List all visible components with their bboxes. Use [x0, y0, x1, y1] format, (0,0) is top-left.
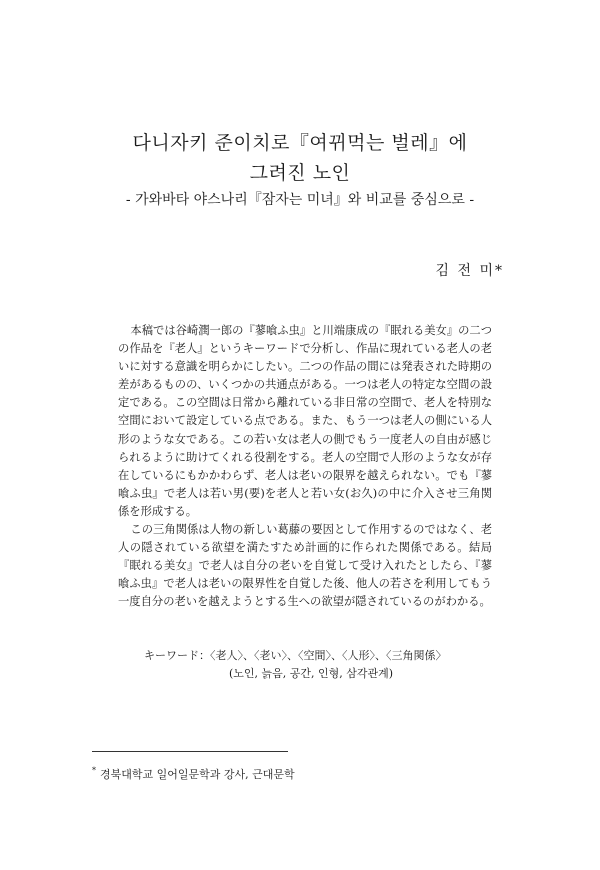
keywords: [144, 647, 447, 663]
abstract-paragraph-2: この三角関係は人物の新しい葛藤の要因として作用するのではなく、老人の隠されている欲望を満たすため計画的に作られた関係である。結局『眠れる美女』で老人は自分の老いを自覚して受け入れたとしたら、『蓼喰ふ虫』で老人は老いの限界性を自覚した後、他人の若さを利用してもう一度自分の老いを越えようとする生への欲望が隠されているのがわかる。: [118, 523, 492, 609]
abstract-paragraph-1: 本稿では谷崎潤一郎の『蓼喰ふ虫』と川端康成の『眠れる美女』の二つの作品を『老人』というキーワードで分析し、作品に現れている老人の老いに対する意識を明らかにしたい。二つの作品の間には発表された時期の差があるものの、いくつかの共通点がある。一つは老人の特定な空間の設定である。この空間は日常から離れている非日常の空間で、老人を特別な空間において設定している点である。また、もう一つは老人の側にいる人形のような女である。この若い女は老人の側でもう一度老人の自由が感じられるように助けてくれる役割をする。老人の空間で人形のような女が存在しているにもかかわらず、老人は老いの限界を越えられない。でも『蓼喰ふ虫』で老人は若い男(要)を老人と若い女(お久)の中に介入させ三角関係を形成する。: [118, 324, 492, 518]
paper-title-line-1: 다니자키 준이치로『여뀌먹는 벌레』에: [132, 132, 468, 154]
paper-title-line-2: 그려진 노인: [249, 162, 351, 184]
author: [436, 260, 504, 280]
footnote-text: 경북대학교 일어일문학과 강사, 근대문학: [100, 768, 295, 781]
footnote-mark: *: [92, 766, 96, 775]
author-name: 김 전 미: [435, 263, 495, 279]
abstract: [118, 322, 492, 612]
keywords-terms: 〈老人〉、〈老い〉、〈空間〉、〈人形〉、〈三角関係〉: [210, 649, 447, 662]
paper-subtitle: - 가와바타 야스나리『잠자는 미녀』와 비교를 중심으로 -: [125, 192, 475, 208]
keywords-korean: (노인, 늙음, 공간, 인형, 삼각관계): [229, 667, 394, 680]
footnote-divider: [92, 751, 288, 752]
author-footnote-mark: *: [495, 263, 504, 279]
keywords-label: キーワード：: [144, 649, 210, 662]
footnote: [92, 766, 295, 782]
